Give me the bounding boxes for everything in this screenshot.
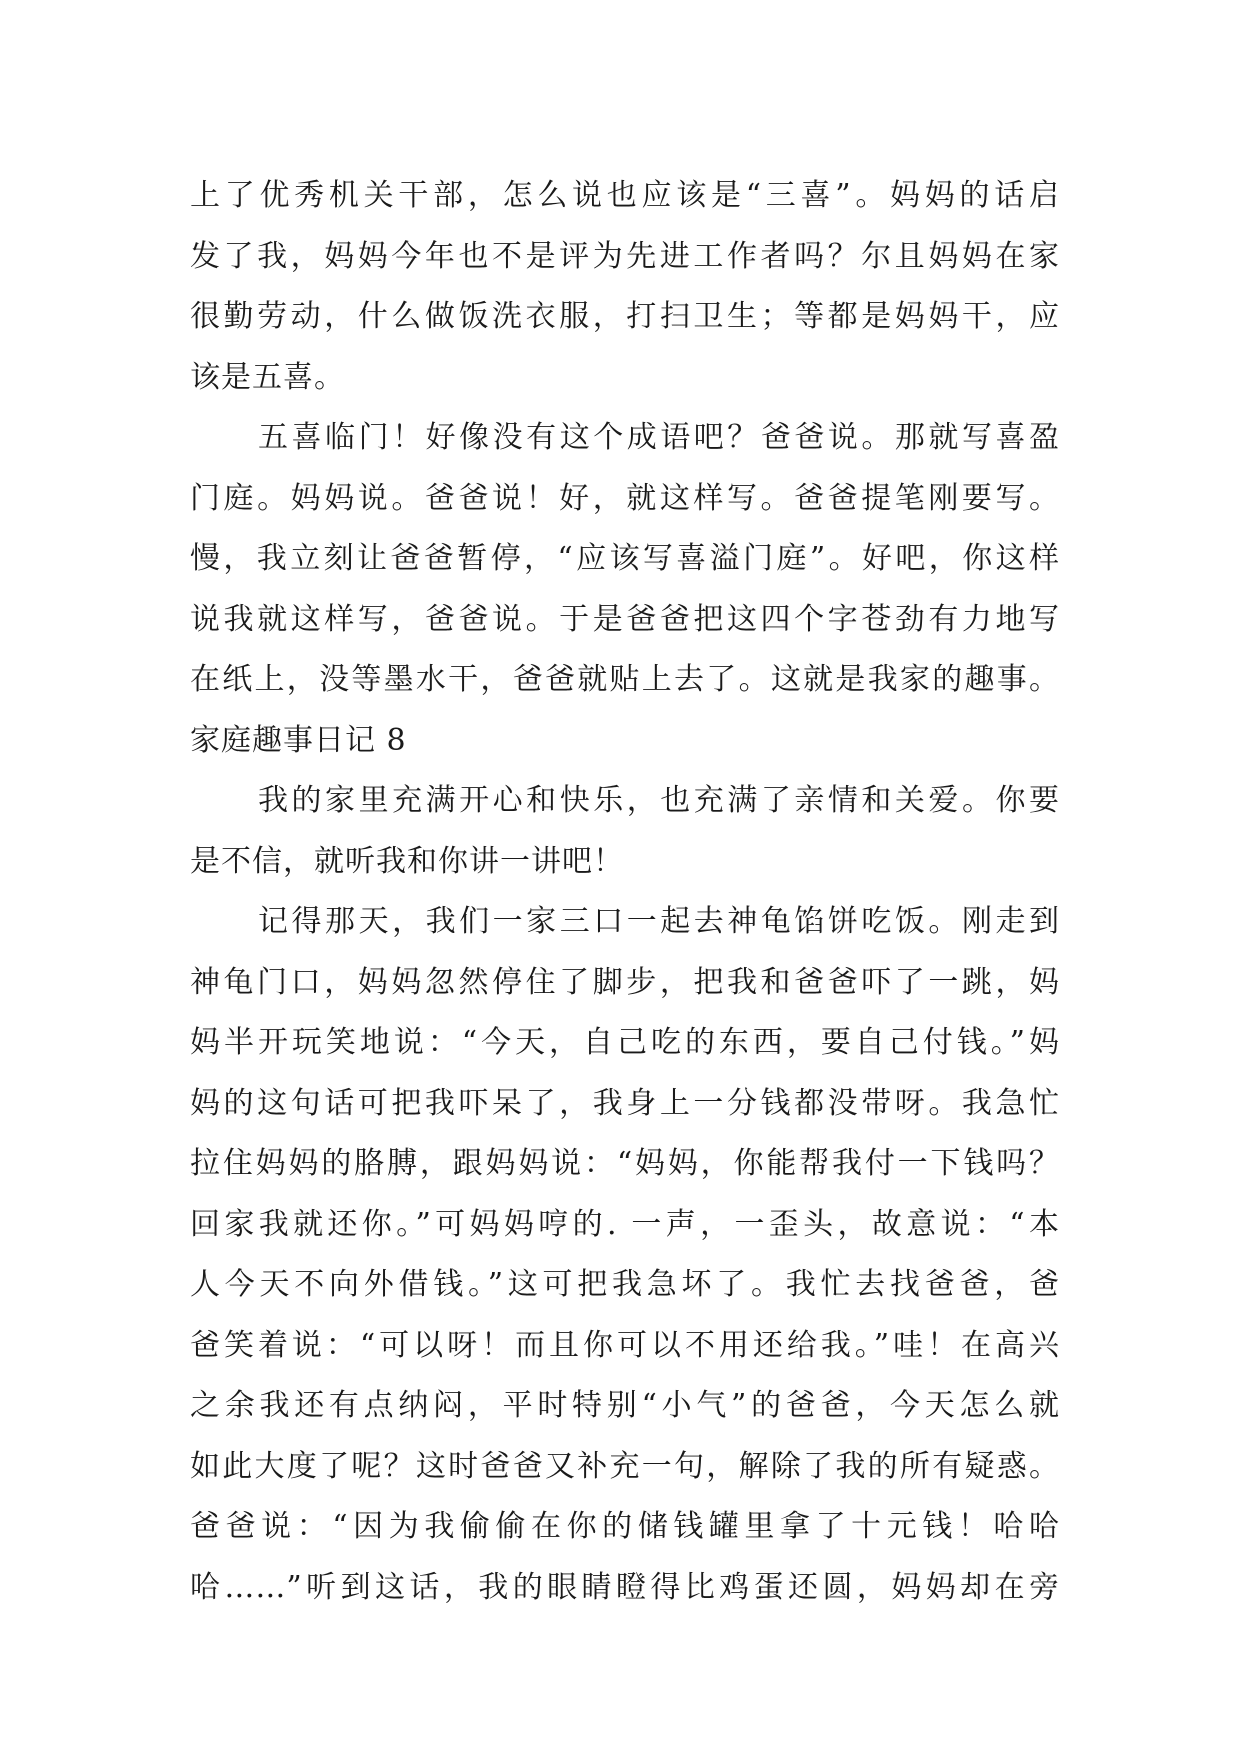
text-line: 爸笑着说：“可以呀！而且你可以不用还给我。”哇！在高兴 [190,1327,1060,1363]
text-line: 该是五喜。 [190,359,345,395]
text-line: 慢，我立刻让爸爸暂停，“应该写喜溢门庭”。好吧，你这样 [190,541,1060,576]
text-line: 上了优秀机关干部，怎么说也应该是“三喜”。妈妈的话启 [190,178,1060,213]
text-line: 在纸上，没等墨水干，爸爸就贴上去了。这就是我家的趣事。 [190,662,1060,697]
text-line: 妈的这句话可把我吓呆了，我身上一分钱都没带呀。我急忙 [190,1085,1060,1121]
document-body [190,166,1060,1618]
text-line: 拉住妈妈的胳膊，跟妈妈说：“妈妈，你能帮我付一下钱吗？ [190,1146,1060,1181]
text-line: 爸爸说：“因为我偷偷在你的储钱罐里拿了十元钱！哈哈 [190,1509,1060,1544]
text-line: 如此大度了呢？这时爸爸又补充一句，解除了我的所有疑惑。 [190,1448,1060,1484]
paragraph-first-line: 五喜临门！好像没有这个成语吧？爸爸说。那就写喜盈 [258,420,1060,455]
text-line: 人今天不向外借钱。”这可把我急坏了。我忙去找爸爸，爸 [190,1267,1060,1302]
text-line: 是不信，就听我和你讲一讲吧！ [190,843,624,879]
text-line: 说我就这样写，爸爸说。于是爸爸把这四个字苍劲有力地写 [190,601,1060,637]
text-line: 回家我就还你。”可妈妈哼的. 一声，一歪头，故意说：“本 [190,1206,1060,1242]
text-line: 妈半开玩笑地说：“今天，自己吃的东西，要自己付钱。”妈 [190,1025,1060,1060]
text-line: 很勤劳动，什么做饭洗衣服，打扫卫生；等都是妈妈干，应 [190,299,1060,334]
text-line: 神龟门口，妈妈忽然停住了脚步，把我和爸爸吓了一跳，妈 [190,964,1060,1000]
text-line: 门庭。妈妈说。爸爸说！好，就这样写。爸爸提笔刚要写。 [190,480,1060,516]
text-line: 之余我还有点纳闷，平时特别“小气”的爸爸，今天怎么就 [190,1388,1060,1423]
text-line: 家庭趣事日记 8 [190,722,407,758]
text-line: 哈……”听到这话，我的眼睛瞪得比鸡蛋还圆，妈妈却在旁 [190,1569,1060,1605]
text-line: 发了我，妈妈今年也不是评为先进工作者吗？尔且妈妈在家 [190,238,1060,274]
paragraph-first-line: 我的家里充满开心和快乐，也充满了亲情和关爱。你要 [258,783,1060,818]
paragraph-first-line: 记得那天，我们一家三口一起去神龟馅饼吃饭。刚走到 [258,904,1060,939]
